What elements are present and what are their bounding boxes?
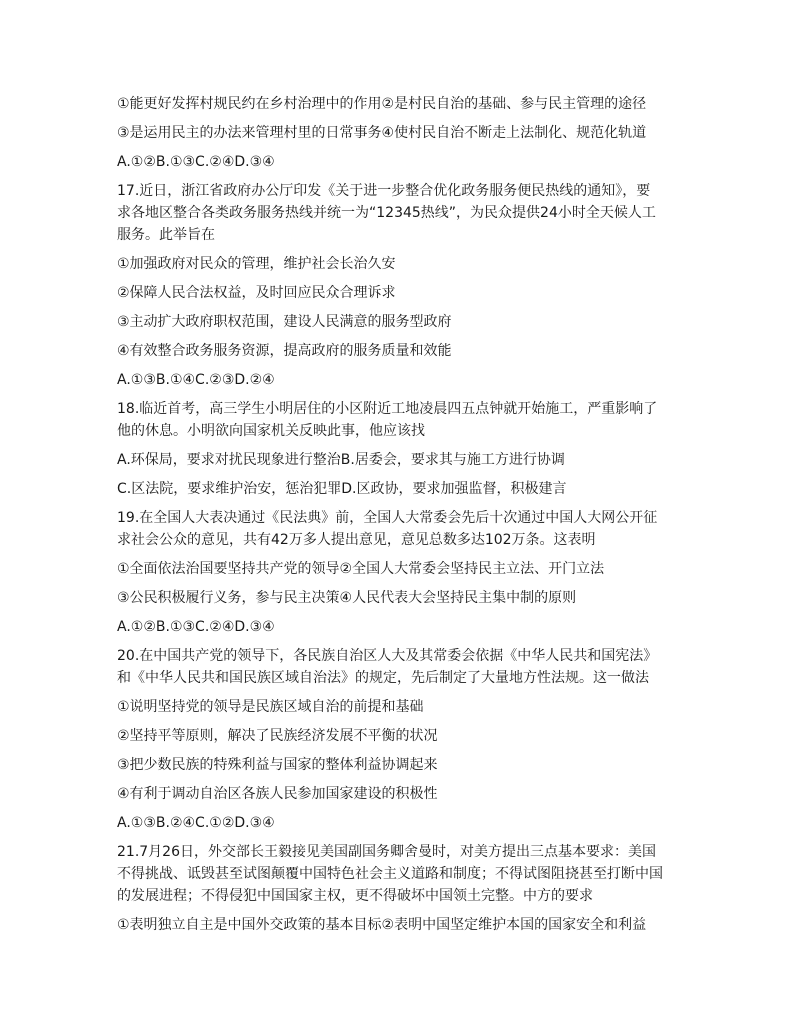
q20-option-4: ④有利于调动自治区各族人民参加国家建设的积极性 [117, 786, 438, 802]
q16-option-line-2: ③是运用民主的办法来管理村里的日常事务④使村民自治不断走上法制化、规范化轨道 [117, 125, 647, 141]
q18-choices-ab: A.环保局，要求对扰民现象进行整治B.居委会，要求其与施工方进行协调 [117, 452, 565, 468]
q20-stem-line-1: 20.在中国共产党的领导下，各民族自治区人大及其常委会依据《中华人民共和国宪法》 [117, 648, 658, 664]
q21-stem-line-1: 21.7月26日，外交部长王毅接见美国副国务卿舍曼时，对美方提出三点基本要求：美国 [117, 844, 656, 860]
q20-option-3: ③把少数民族的特殊利益与国家的整体利益协调起来 [117, 757, 438, 773]
q20-option-2: ②坚持平等原则，解决了民族经济发展不平衡的状况 [117, 728, 438, 744]
q16-option-line-1: ①能更好发挥村规民约在乡村治理中的作用②是村民自治的基础、参与民主管理的途径 [117, 96, 647, 112]
q19-options-3-4: ③公民积极履行义务，参与民主决策④人民代表大会坚持民主集中制的原则 [117, 590, 577, 606]
q17-option-3: ③主动扩大政府职权范围，建设人民满意的服务型政府 [117, 314, 452, 330]
q18-choices-cd: C.区法院，要求维护治安，惩治犯罪D.区政协，要求加强监督，积极建言 [117, 481, 567, 497]
q17-stem-line-3: 服务。此举旨在 [117, 227, 215, 243]
q18-stem-line-1: 18.临近首考，高三学生小明居住的小区附近工地凌晨四五点钟就开始施工，严重影响了 [117, 401, 658, 417]
q21-stem-line-2: 不得挑战、诋毁甚至试图颠覆中国特色社会主义道路和制度；不得试图阻挠甚至打断中国 [117, 866, 663, 882]
q19-stem-line-2: 求社会公众的意见，共有42万多人提出意见，意见总数多达102万条。这表明 [117, 532, 596, 548]
q20-stem-line-2: 和《中华人民共和国民族区域自治法》的规定，先后制定了大量地方性法规。这一做法 [117, 670, 649, 686]
q18-stem-line-2: 他的休息。小明欲向国家机关反映此事，他应该找 [117, 423, 425, 439]
q17-stem-line-2: 求各地区整合各类政务服务热线并统一为“12345热线”，为民众提供24小时全天候人工 [117, 205, 656, 221]
q20-option-1: ①说明坚持党的领导是民族区域自治的前提和基础 [117, 699, 424, 715]
q17-option-4: ④有效整合政务服务资源，提高政府的服务质量和效能 [117, 343, 452, 359]
q21-stem-line-3: 的发展进程；不得侵犯中国国家主权，更不得破坏中国领土完整。中方的要求 [117, 888, 593, 904]
q17-option-2: ②保障人民合法权益，及时回应民众合理诉求 [117, 285, 396, 301]
q16-choices: A.①②B.①③C.②④D.③④ [117, 154, 275, 170]
q19-stem-line-1: 19.在全国人大表决通过《民法典》前，全国人大常委会先后十次通过中国人大网公开征 [117, 510, 658, 526]
q21-options-1-2: ①表明独立自主是中国外交政策的基本目标②表明中国坚定维护本国的国家安全和利益 [117, 917, 647, 933]
q17-option-1: ①加强政府对民众的管理，维护社会长治久安 [117, 256, 396, 272]
q17-choices: A.①③B.①④C.②③D.②④ [117, 372, 275, 388]
q17-stem-line-1: 17.近日，浙江省政府办公厅印发《关于进一步整合优化政务服务便民热线的通知》，要 [117, 183, 651, 199]
q19-options-1-2: ①全面依法治国要坚持共产党的领导②全国人大常委会坚持民主立法、开门立法 [117, 561, 605, 577]
q19-choices: A.①②B.①③C.②④D.③④ [117, 619, 275, 635]
q20-choices: A.①③B.②④C.①②D.③④ [117, 815, 275, 831]
